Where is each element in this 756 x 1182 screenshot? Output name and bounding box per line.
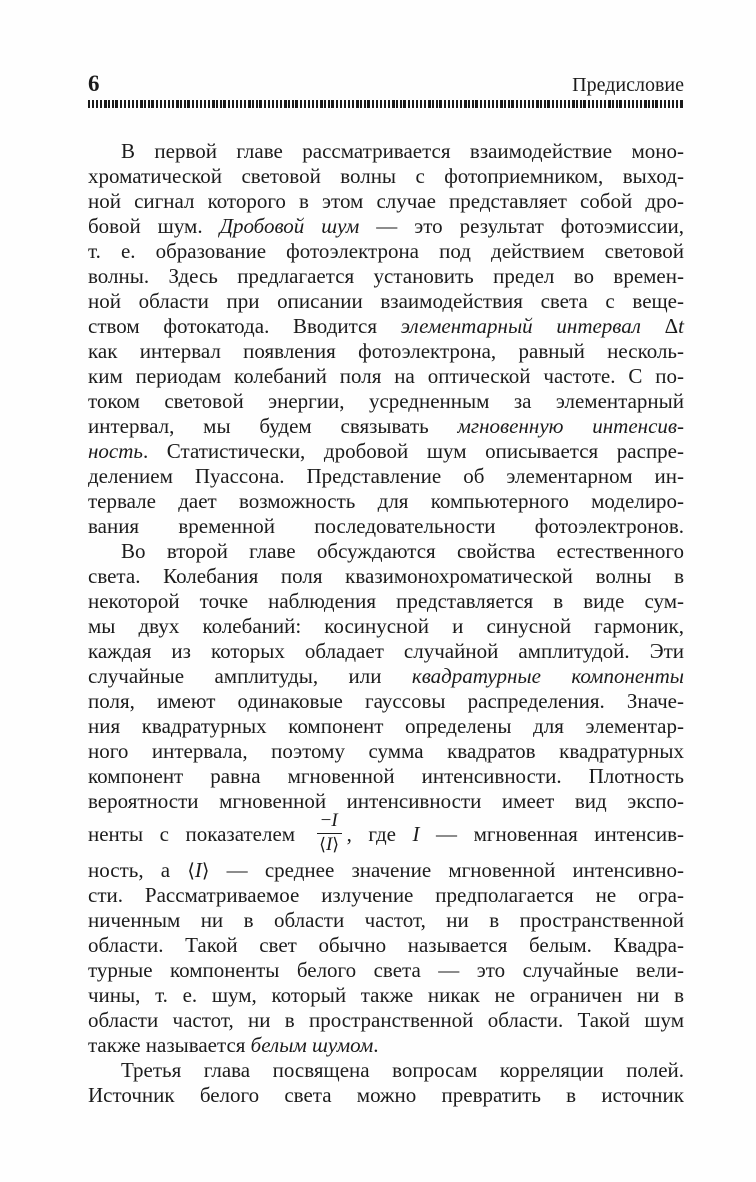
- text-segment: хроматической световой волны с фотоприемником, выход-: [88, 164, 684, 188]
- text-segment: Источник белого света можно превратить в источник: [88, 1083, 684, 1108]
- text-segment: ной области при описании взаимодействия света с веще-: [88, 289, 684, 313]
- fraction-numerator: [317, 811, 342, 834]
- page-number: 6: [88, 71, 100, 96]
- text-segment: ким периодам колебаний поля на оптической частоте. С по-: [88, 364, 684, 388]
- text-segment: вероятности мгновенной интенсивности имеет вид экспо-: [88, 789, 684, 813]
- text-segment: Третья глава посвящена вопросам корреляции полей.: [121, 1058, 684, 1083]
- text-line: [88, 810, 684, 858]
- paragraph: [88, 1058, 684, 1108]
- text-line: [88, 983, 684, 1008]
- text-line: [88, 958, 684, 983]
- text-segment: ной сигнал которого в этом случае представляет собой дро-: [88, 189, 684, 213]
- text-segment: чины, т. е. шум, который также никак не ограничен ни в: [88, 983, 684, 1008]
- text-segment: ниченным ни в области частот, ни в пространственной: [88, 908, 684, 933]
- text-segment: ⟩: [201, 859, 210, 883]
- italic-text: ность: [88, 439, 143, 463]
- italic-text: I: [325, 833, 333, 855]
- text-segment: .: [373, 1033, 379, 1058]
- text-segment: как интервал появления фотоэлектрона, равный несколь-: [88, 339, 684, 363]
- text-line: [88, 339, 684, 364]
- text-line: [88, 514, 684, 539]
- text-line: [88, 364, 684, 389]
- text-segment: делением Пуассона. Представление об элементарном ин-: [88, 464, 684, 488]
- text-line: [88, 789, 684, 814]
- text-segment: . Статистически, дробовой шум описывается распре-: [142, 439, 684, 463]
- text-line: [88, 764, 684, 789]
- text-line: [88, 539, 684, 564]
- italic-text: мгновенную интенсив-: [457, 414, 685, 438]
- text-line: [88, 858, 684, 883]
- fraction-denominator: [319, 834, 339, 856]
- italic-text: элементарный интервал: [400, 314, 665, 338]
- italic-text: белым шумом: [250, 1033, 374, 1058]
- text-line: [88, 1083, 684, 1108]
- text-line: [88, 564, 684, 589]
- text-segment: бовой шум.: [88, 214, 220, 238]
- text-segment: сти. Рассматриваемое излучение предполагается не огра-: [88, 883, 684, 908]
- text-line: [88, 289, 684, 314]
- text-segment: , где: [346, 821, 413, 846]
- running-head-row: [88, 72, 684, 97]
- text-line: [88, 314, 684, 339]
- text-segment: вания временной последовательности фотоэлектронов.: [88, 514, 684, 538]
- text-line: [88, 264, 684, 289]
- text-segment: каждая из которых обладает случайной амплитудой. Эти: [88, 639, 684, 663]
- text-segment: также называется: [88, 1033, 251, 1058]
- text-line: [88, 739, 684, 764]
- text-line: [88, 589, 684, 614]
- text-line: [88, 439, 684, 464]
- body-text: [88, 139, 684, 1108]
- text-line: [88, 464, 684, 489]
- italic-text: I: [412, 821, 420, 846]
- text-line: [88, 883, 684, 908]
- running-title: Предисловие: [572, 74, 684, 96]
- text-segment: −: [320, 810, 332, 831]
- text-segment: Δ: [664, 314, 679, 338]
- text-line: [88, 239, 684, 264]
- text-segment: — это результат фотоэмиссии,: [359, 214, 684, 238]
- text-segment: Во второй главе обсуждаются свойства естественного: [121, 539, 684, 563]
- text-segment: некоторой точке наблюдения представляется в виде сум-: [88, 589, 684, 613]
- text-segment: области частот, ни в пространственной области. Такой шум: [88, 1008, 684, 1033]
- text-segment: мы двух колебаний: косинусной и синусной гармоник,: [88, 614, 684, 638]
- text-segment: — среднее значение мгновенной интенсивно-: [209, 858, 684, 883]
- text-line: [88, 689, 684, 714]
- text-line: [88, 164, 684, 189]
- text-line: [88, 414, 684, 439]
- text-line: [88, 189, 684, 214]
- text-segment: области. Такой свет обычно называется белым. Квадра-: [88, 933, 684, 958]
- text-segment: ненты с показателем: [88, 821, 312, 846]
- text-segment: ность, а: [88, 858, 188, 883]
- text-segment: света. Колебания поля квазимонохроматической волны в: [88, 564, 684, 588]
- text-line: [88, 664, 684, 689]
- text-segment: компонент равна мгновенной интенсивности. Плотность: [88, 764, 684, 788]
- text-segment: волны. Здесь предлагается установить предел во времен-: [88, 264, 684, 288]
- text-segment: ством фотокатода. Вводится: [88, 314, 401, 338]
- italic-text: t: [678, 314, 684, 338]
- text-line: [88, 639, 684, 664]
- text-segment: поля, имеют одинаковые гауссовы распределения. Значе-: [88, 689, 684, 713]
- text-line: [88, 908, 684, 933]
- text-line: [88, 933, 684, 958]
- text-segment: интервал, мы будем связывать: [88, 414, 458, 438]
- text-line: [88, 139, 684, 164]
- italic-text: I: [194, 858, 202, 883]
- text-segment: ния квадратурных компонент определены для элементар-: [88, 714, 684, 738]
- text-line: [88, 389, 684, 414]
- text-line: [88, 1058, 684, 1083]
- text-segment: ⟨: [319, 834, 326, 855]
- text-line: [88, 1008, 684, 1033]
- text-segment: — мгновенная интенсив-: [419, 821, 684, 846]
- text-line: [88, 1033, 684, 1058]
- text-line: [88, 214, 684, 239]
- header-rule: [88, 100, 684, 108]
- text-segment: случайные амплитуды, или: [88, 664, 412, 688]
- paragraph: [88, 139, 684, 539]
- paragraph: [88, 539, 684, 1058]
- text-line: [88, 489, 684, 514]
- text-segment: ⟩: [332, 834, 340, 855]
- italic-text: I: [331, 810, 338, 831]
- text-segment: В первой главе рассматривается взаимодействие моно-: [121, 139, 684, 163]
- text-segment: током световой энергии, усредненным за элементарный: [88, 389, 684, 413]
- inline-fraction: [317, 811, 342, 855]
- text-segment: тервале дает возможность для компьютерного моделиро-: [88, 489, 684, 513]
- text-segment: т. е. образование фотоэлектрона под действием световой: [88, 239, 684, 263]
- italic-text: Дробовой шум: [219, 214, 360, 238]
- text-segment: ⟨: [187, 859, 195, 883]
- text-segment: ного интервала, поэтому сумма квадратов квадратурных: [88, 739, 684, 763]
- text-line: [88, 614, 684, 639]
- text-line: [88, 714, 684, 739]
- page-header: [88, 72, 684, 108]
- text-segment: турные компоненты белого света — это случайные вели-: [88, 958, 684, 983]
- italic-text: квадратурные компоненты: [411, 664, 684, 688]
